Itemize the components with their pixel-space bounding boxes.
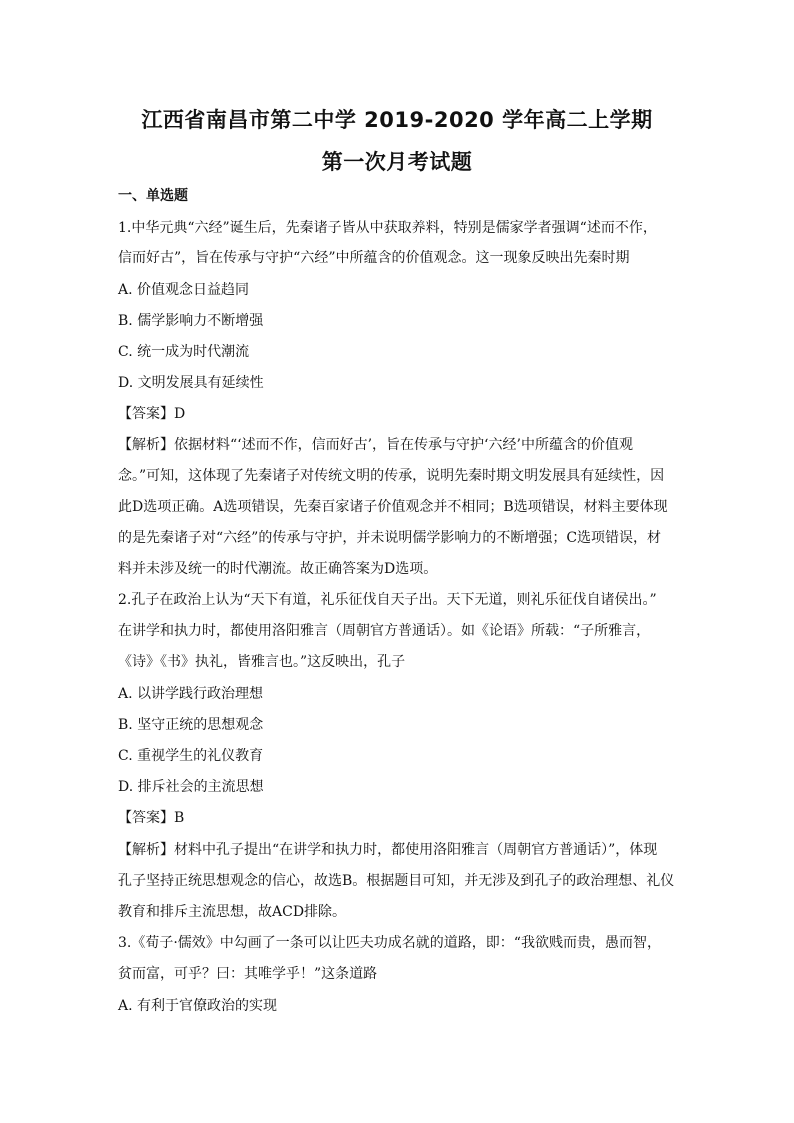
document-title: 江西省南昌市第二中学 2019-2020 学年高二上学期 (141, 108, 653, 132)
q1-option: D. 文明发展具有延续性 (118, 375, 264, 391)
q1-stem-line: 1.中华元典“六经”诞生后，先秦诸子皆从中获取养料，特别是儒家学者强调“述而不作， (118, 220, 657, 236)
q2-stem-line: 在讲学和执力时，都使用洛阳雅言（周朝官方普通话）。如《论语》所载：“子所雅言， (118, 623, 651, 639)
q1-analysis-line: 的是先秦诸子对“六经”的传承与守护，并未说明儒学影响力的不断增强；C选项错误，材 (118, 530, 662, 546)
q3-stem-line: 3.《荀子·儒效》中勾画了一条可以让匹夫功成名就的道路，即：“我欲贱而贵，愚而智， (118, 935, 661, 951)
section-heading: 一、单选题 (118, 188, 188, 204)
q1-option: B. 儒学影响力不断增强 (118, 313, 264, 329)
q2-option: B. 坚守正统的思想观念 (118, 717, 264, 733)
q1-analysis-line: 此D选项正确。A选项错误，先秦百家诸子价值观念并不相同；B选项错误，材料主要体现 (118, 499, 668, 515)
q3-stem-line: 贫而富，可乎？曰：其唯学乎！”这条道路 (118, 966, 378, 982)
q2-stem-line: 2.孔子在政治上认为“天下有道，礼乐征伐自天子出。天下无道，则礼乐征伐自诸侯出。” (118, 592, 657, 608)
q2-option: A. 以讲学践行政治理想 (118, 686, 264, 702)
q1-analysis-line: 念。”可知，这体现了先秦诸子对传统文明的传承，说明先秦时期文明发展具有延续性，因 (118, 468, 665, 484)
q2-option: D. 排斥社会的主流思想 (118, 779, 264, 795)
q2-analysis-line: 孔子坚持正统思想观念的信心，故选B。根据题目可知，并无涉及到孔子的政治理想、礼仪 (118, 873, 675, 889)
q2-stem-line: 《诗》《书》执礼，皆雅言也。”这反映出，孔子 (118, 654, 406, 670)
q2-analysis-line: 教育和排斥主流思想，故ACD排除。 (118, 904, 347, 920)
q2-answer: 【答案】B (118, 810, 185, 826)
q2-analysis-line: 【解析】材料中孔子提出“在讲学和执力时，都使用洛阳雅言（周朝官方普通话）”，体现 (118, 842, 658, 858)
q1-answer: 【答案】D (118, 406, 186, 422)
q1-stem-line: 信而好古”，旨在传承与守护“六经”中所蕴含的价值观念。这一现象反映出先秦时期 (118, 250, 630, 266)
q1-option: C. 统一成为时代潮流 (118, 344, 250, 360)
q3-option: A. 有利于官僚政治的实现 (118, 998, 278, 1014)
q1-analysis-line: 【解析】依据材料“‘述而不作，信而好古’，旨在传承与守护‘六经’中所蕴含的价值观 (118, 437, 633, 453)
q1-analysis-line: 料并未涉及统一的时代潮流。故正确答案为D选项。 (118, 561, 438, 577)
document-subtitle: 第一次月考试题 (321, 150, 473, 174)
q1-option: A. 价值观念日益趋同 (118, 282, 250, 298)
q2-option: C. 重视学生的礼仪教育 (118, 748, 264, 764)
